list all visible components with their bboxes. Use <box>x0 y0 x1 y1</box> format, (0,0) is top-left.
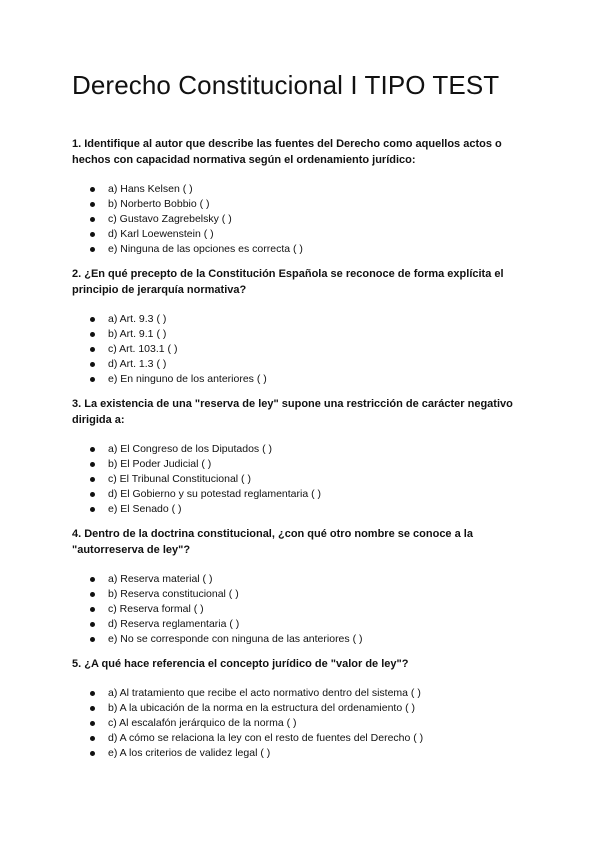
question-text: 4. Dentro de la doctrina constitucional, ¿con qué otro nombre se conoce a la "autorreserva de ley"? <box>72 528 473 556</box>
option-a: a) Hans Kelsen ( ) <box>72 182 532 197</box>
option-b: b) El Poder Judicial ( ) <box>72 457 532 472</box>
option-c: c) Gustavo Zagrebelsky ( ) <box>72 212 532 227</box>
question-text: 5. ¿A qué hace referencia el concepto jurídico de "valor de ley"? <box>72 658 409 670</box>
option-list <box>72 572 532 647</box>
option-d: d) Karl Loewenstein ( ) <box>72 227 532 242</box>
option-d: d) Art. 1.3 ( ) <box>72 357 532 372</box>
question-3 <box>72 396 532 517</box>
document-title: Derecho Constitucional I TIPO TEST <box>72 70 500 100</box>
option-c: c) Reserva formal ( ) <box>72 602 532 617</box>
question-5 <box>72 656 532 761</box>
option-e: e) No se corresponde con ninguna de las anteriores ( ) <box>72 632 532 647</box>
option-e: e) En ninguno de los anteriores ( ) <box>72 372 532 387</box>
question-4 <box>72 526 532 647</box>
option-b: b) Reserva constitucional ( ) <box>72 587 532 602</box>
option-a: a) Reserva material ( ) <box>72 572 532 587</box>
option-d: d) El Gobierno y su potestad reglamentaria ( ) <box>72 487 532 502</box>
question-text: 2. ¿En qué precepto de la Constitución Española se reconoce de forma explícita el principio de jerarquía normativa? <box>72 268 504 296</box>
option-b: b) Art. 9.1 ( ) <box>72 327 532 342</box>
option-c: c) Al escalafón jerárquico de la norma ( ) <box>72 716 532 731</box>
option-c: c) El Tribunal Constitucional ( ) <box>72 472 532 487</box>
option-d: d) Reserva reglamentaria ( ) <box>72 617 532 632</box>
question-2 <box>72 266 532 387</box>
option-a: a) Art. 9.3 ( ) <box>72 312 532 327</box>
option-e: e) El Senado ( ) <box>72 502 532 517</box>
question-1 <box>72 136 532 257</box>
option-a: a) El Congreso de los Diputados ( ) <box>72 442 532 457</box>
option-list <box>72 442 532 517</box>
question-list <box>72 136 532 770</box>
question-text: 3. La existencia de una "reserva de ley" supone una restricción de carácter negativo dirigida a: <box>72 398 513 426</box>
question-text: 1. Identifique al autor que describe las fuentes del Derecho como aquellos actos o hechos con capacidad normativa según el ordenamiento jurídico: <box>72 138 502 166</box>
option-d: d) A cómo se relaciona la ley con el resto de fuentes del Derecho ( ) <box>72 731 532 746</box>
option-e: e) A los criterios de validez legal ( ) <box>72 746 532 761</box>
option-c: c) Art. 103.1 ( ) <box>72 342 532 357</box>
option-a: a) Al tratamiento que recibe el acto normativo dentro del sistema ( ) <box>72 686 532 701</box>
option-list <box>72 312 532 387</box>
option-b: b) A la ubicación de la norma en la estructura del ordenamiento ( ) <box>72 701 532 716</box>
option-b: b) Norberto Bobbio ( ) <box>72 197 532 212</box>
option-list <box>72 686 532 761</box>
option-list <box>72 182 532 257</box>
option-e: e) Ninguna de las opciones es correcta ( ) <box>72 242 532 257</box>
